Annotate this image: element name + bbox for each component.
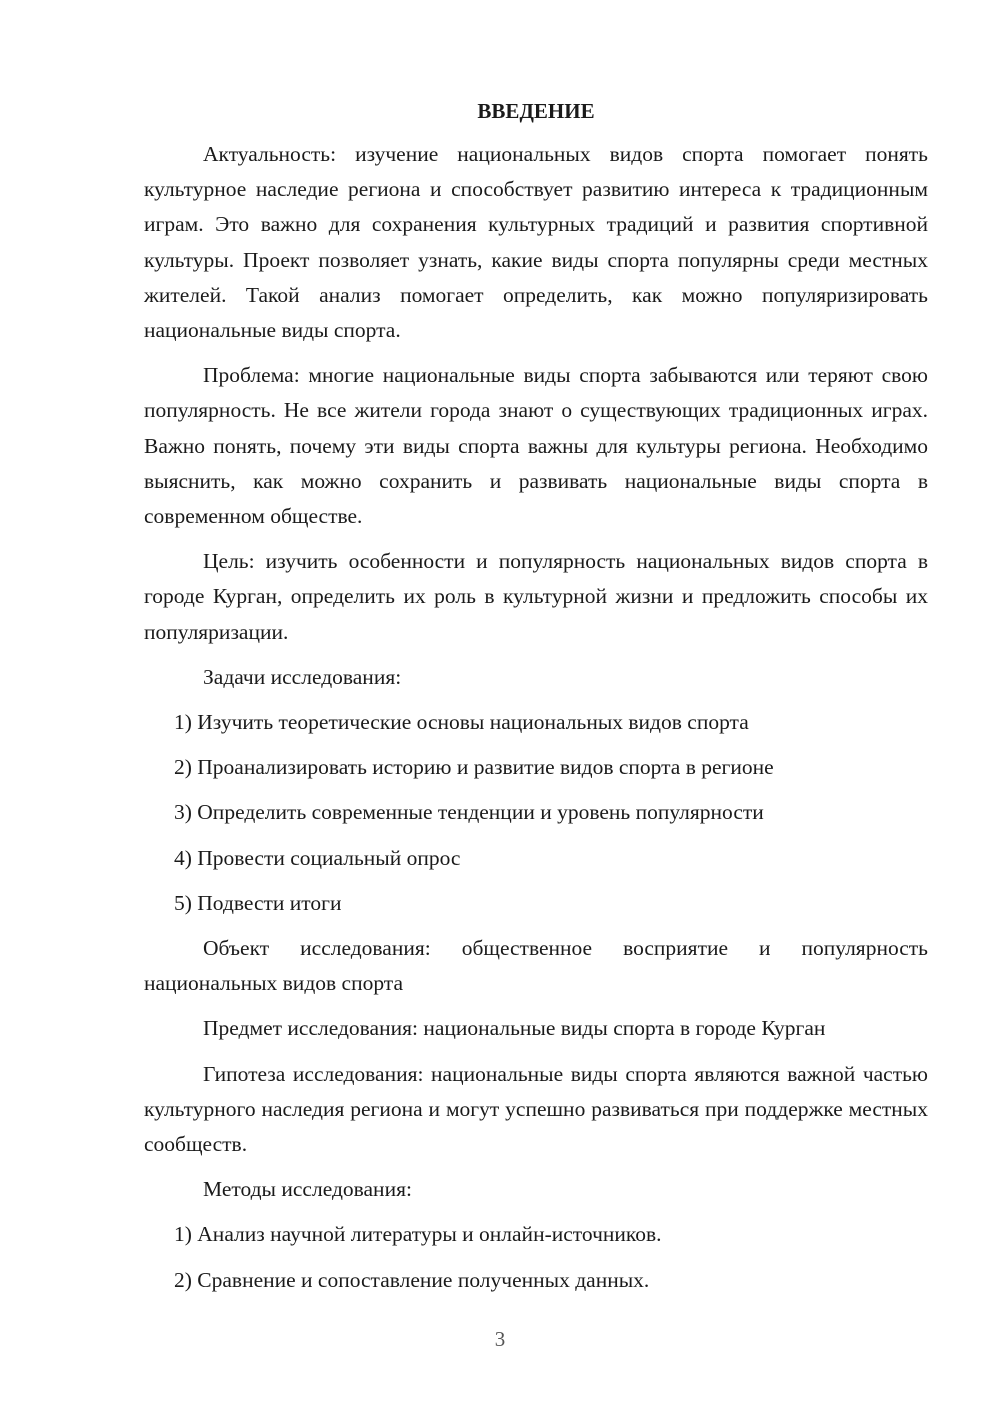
task-item-4: 4) Провести социальный опрос [174, 845, 461, 870]
document-heading: ВВЕДЕНИЕ [477, 99, 595, 123]
task-item-1: 1) Изучить теоретические основы национальных видов спорта [174, 710, 749, 735]
subject-paragraph: Предмет исследования: национальные виды спорта в городе Курган [203, 1016, 826, 1041]
method-item-1: 1) Анализ научной литературы и онлайн-источников. [174, 1222, 662, 1247]
methods-label: Методы исследования: [203, 1177, 412, 1202]
document-page [144, 95, 928, 1308]
task-item-5: 5) Подвести итоги [174, 890, 342, 915]
problem-paragraph: Проблема: многие национальные виды спорта забываются или теряют свою популярность. Не все жители города знают о существующих традиционных играх. Важно понять, почему эти виды спорта важны для культуры региона. Необходимо выяснить, как можно сохранить и развивать национальные виды спорта в современном обществе. [144, 363, 928, 529]
hypothesis-paragraph: Гипотеза исследования: национальные виды спорта являются важной частью культурного наследия региона и могут успешно развиваться при поддержке местных сообществ. [144, 1061, 928, 1157]
method-item-2: 2) Сравнение и сопоставление полученных данных. [174, 1267, 650, 1292]
page-number: 3 [494, 1327, 506, 1351]
relevance-paragraph: Актуальность: изучение национальных видов спорта помогает понять культурное наследие региона и способствует развитию интереса к традиционным играм. Это важно для сохранения культурных традиций и развития спортивной культуры. Проект позволяет узнать, какие виды спорта популярны среди местных жителей. Такой анализ помогает определить, как можно популяризировать национальные виды спорта. [144, 142, 928, 343]
tasks-label: Задачи исследования: [203, 664, 402, 689]
task-item-3: 3) Определить современные тенденции и уровень популярности [174, 800, 764, 825]
goal-paragraph: Цель: изучить особенности и популярность национальных видов спорта в городе Курган, определить их роль в культурной жизни и предложить способы их популяризации. [144, 549, 928, 644]
task-item-2: 2) Проанализировать историю и развитие видов спорта в регионе [174, 755, 774, 780]
object-paragraph: Объект исследования: общественное восприятие и популярность национальных видов спорта [144, 936, 928, 996]
